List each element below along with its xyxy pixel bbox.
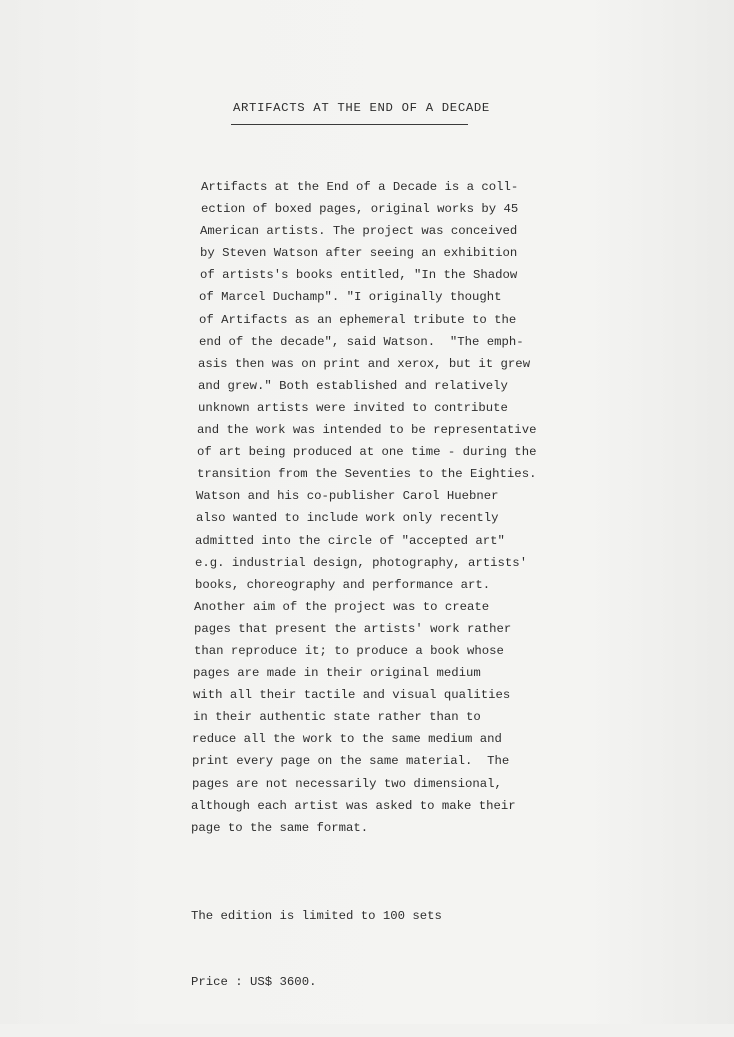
body-line: pages are not necessarily two dimensional, [192, 776, 502, 791]
body-line: by Steven Watson after seeing an exhibition [200, 246, 518, 261]
body-line: Watson and his co-publisher Carol Huebner [196, 489, 499, 504]
body-line: unknown artists were invited to contribute [198, 400, 508, 415]
body-line: transition from the Seventies to the Eighties. [197, 467, 537, 482]
body-line: also wanted to include work only recently [196, 511, 499, 526]
body-line: print every page on the same material. The [192, 754, 510, 769]
body-line: reduce all the work to the same medium and [192, 732, 502, 747]
body-line: asis then was on print and xerox, but it grew [198, 356, 531, 371]
body-line: with all their tactile and visual qualities [193, 688, 511, 703]
body-line: and the work was intended to be representative [197, 423, 537, 438]
body-text [191, 176, 537, 839]
body-line: end of the decade", said Watson. "The emph- [199, 334, 524, 349]
body-line: e.g. industrial design, photography, artists' [195, 555, 528, 570]
body-line: books, choreography and performance art. [195, 577, 491, 592]
body-line: pages are made in their original medium [193, 666, 481, 681]
body-line: and grew." Both established and relatively [198, 378, 508, 393]
price-line: Price : US$ 3600. [191, 975, 317, 990]
body-line: of art being produced at one time - during the [197, 445, 537, 460]
body-line: ection of boxed pages, original works by 45 [201, 202, 519, 217]
edition-info [191, 861, 442, 1037]
body-line: Artifacts at the End of a Decade is a coll- [201, 180, 519, 194]
body-line: page to the same format. [191, 820, 369, 835]
body-line: than reproduce it; to produce a book whose [194, 643, 504, 658]
body-line: of Artifacts as an ephemeral tribute to the [199, 312, 517, 327]
body-line: although each artist was asked to make their [191, 798, 516, 813]
body-line: Another aim of the project was to create [194, 599, 490, 614]
body-line: of Marcel Duchamp". "I originally thought [199, 290, 502, 305]
body-line: of artists's books entitled, "In the Shadow [200, 268, 518, 283]
edition-line: The edition is limited to 100 sets [191, 909, 442, 923]
document-title: ARTIFACTS AT THE END OF A DECADE [233, 101, 490, 115]
title-underline [231, 124, 468, 125]
body-line: pages that present the artists' work rather [194, 621, 512, 636]
body-line: in their authentic state rather than to [193, 710, 481, 725]
body-line: American artists. The project was conceived [200, 224, 518, 239]
body-line: admitted into the circle of "accepted art" [195, 533, 505, 548]
